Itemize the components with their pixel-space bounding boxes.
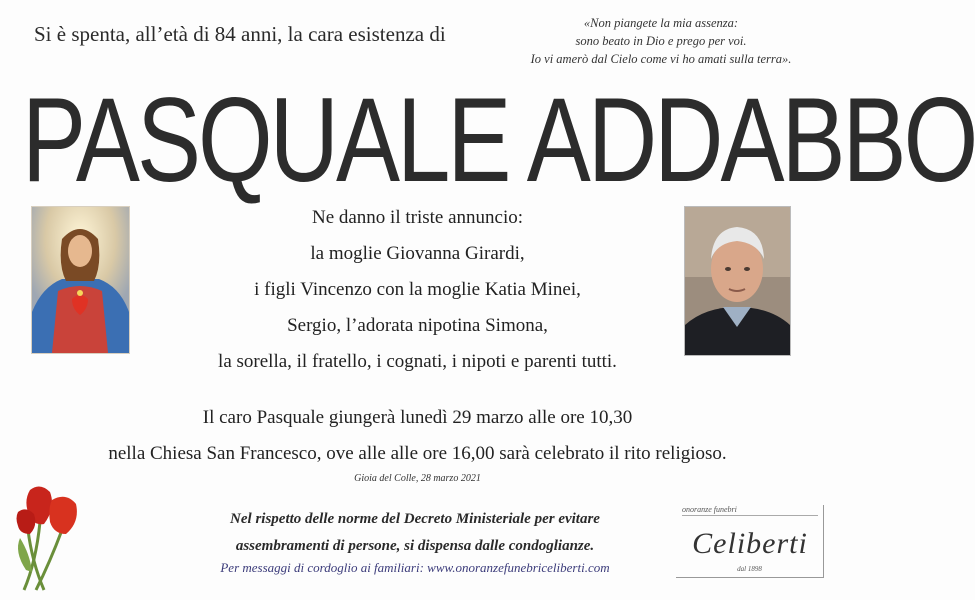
notice-line: assembramenti di persone, si dispensa dalle condoglianze. [235, 538, 595, 554]
family-line: la moglie Giovanna Girardi, [310, 243, 525, 264]
family-line: la sorella, il fratello, i cognati, i nipoti e parenti tutti. [218, 351, 617, 372]
family-line: Sergio, l’adorata nipotina Simona, [287, 315, 548, 336]
condolence-website[interactable]: Per messaggi di cordoglio ai familiari: www.onoranzefunebriceliberti.com [220, 560, 610, 575]
covid-notice [150, 506, 680, 560]
deceased-portrait [684, 206, 791, 356]
sacred-heart-image [31, 206, 130, 354]
quote-line: Io vi amerò dal Cielo come vi ho amati sulla terra». [530, 52, 792, 66]
epitaph-quote [501, 14, 821, 68]
family-line: Ne danno il triste annuncio: [311, 207, 524, 228]
logo-subtitle: onoranze funebri [682, 505, 737, 514]
place-date: Gioia del Colle, 28 marzo 2021 [354, 473, 481, 484]
intro-text: Si è spenta, all’età di 84 anni, la cara esistenza di [34, 22, 446, 46]
quote-line: sono beato in Dio e prego per voi. [575, 34, 747, 48]
logo-name: Celiberti [692, 527, 808, 560]
funeral-home-logo [676, 505, 824, 578]
funeral-line: Il caro Pasquale giungerà lunedì 29 marzo alle ore 10,30 [202, 407, 633, 428]
notice-line: Nel rispetto delle norme del Decreto Ministeriale per evitare [230, 511, 600, 527]
family-announcement [150, 200, 685, 380]
funeral-details [30, 400, 805, 472]
funeral-line: nella Chiesa San Francesco, ove alle alle ore 16,00 sarà celebrato il rito religioso. [108, 443, 727, 464]
quote-line: «Non piangete la mia assenza: [583, 16, 739, 30]
deceased-name: PASQUALE ADDABBO [22, 73, 975, 208]
red-tulips [10, 482, 100, 592]
logo-year: dal 1898 [737, 565, 762, 573]
family-line: i figli Vincenzo con la moglie Katia Minei, [254, 279, 581, 300]
logo-divider [682, 515, 818, 516]
